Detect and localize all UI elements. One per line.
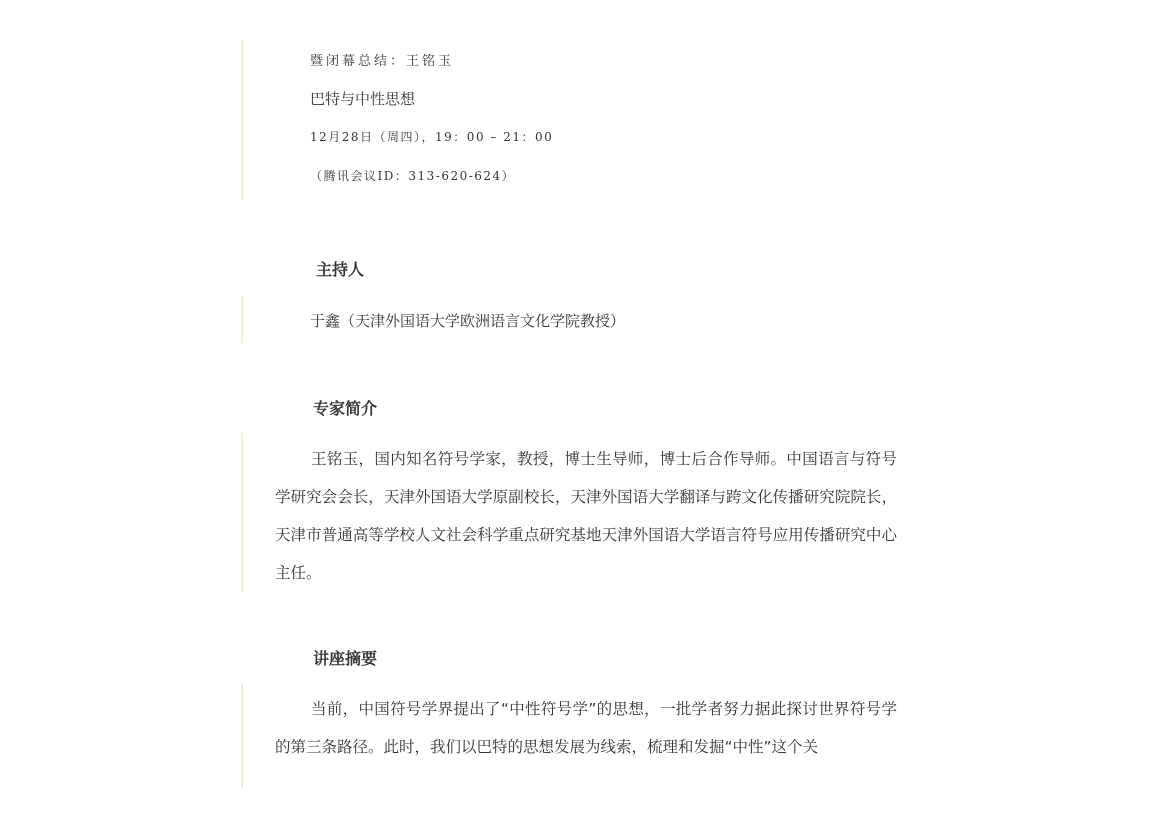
host-heading: 主持人 [316, 260, 365, 279]
session-info-block [241, 40, 897, 200]
host-block [241, 296, 897, 343]
abstract-block [241, 683, 897, 787]
expert-heading: 专家简介 [313, 399, 378, 418]
abstract-text: 当前，中国符号学界提出了“中性符号学”的思想，一批学者努力据此探讨世界符号学的第三条路径。此时，我们以巴特的思想发展为线索，梳理和发掘“中性”这个关 [275, 700, 897, 756]
host-name: 于鑫（天津外国语大学欧洲语言文化学院教授） [310, 312, 626, 330]
expert-bio: 王铭玉，国内知名符号学家，教授，博士生导师，博士后合作导师。中国语言与符号学研究会会长，天津外国语大学原副校长，天津外国语大学翻译与跨文化传播研究院院长，天津市普通高等学校人文社会科学重点研究基地天津外国语大学语言符号应用传播研究中心主任。 [275, 450, 897, 582]
lecture-topic: 巴特与中性思想 [310, 90, 416, 108]
expert-block [241, 433, 897, 593]
closing-summary-label: 暨闭幕总结：王铭玉 [310, 54, 455, 69]
lecture-time: 12月28日（周四），19：00 – 21：00 [310, 130, 554, 144]
abstract-heading: 讲座摘要 [313, 649, 378, 668]
meeting-id: （腾讯会议ID：313-620-624） [310, 169, 516, 183]
